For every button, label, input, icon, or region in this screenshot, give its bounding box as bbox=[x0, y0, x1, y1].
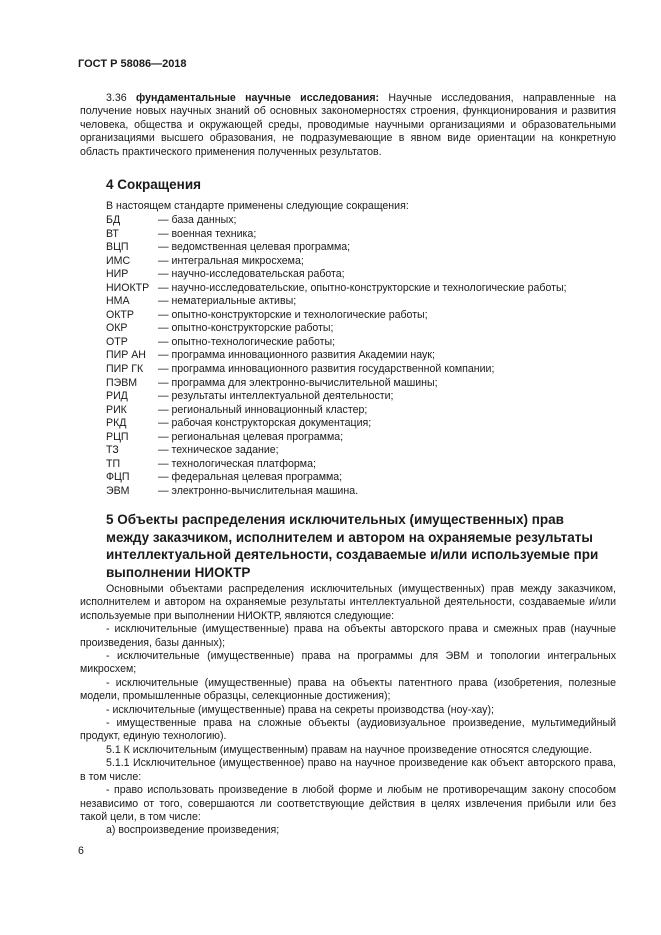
body-paragraph: - право использовать произведение в любой форме и любым не противоречащим закону способом независимо от того, совершаются ли соответствующие действия в целях извлечения прибыли или без такой цели, в том числе: bbox=[80, 784, 616, 823]
definition-paragraph bbox=[80, 92, 616, 159]
body-paragraph: 5.1 К исключительным (имущественным) правам на научное произведение относятся следующие. bbox=[106, 743, 593, 756]
definition-text: Научные исследования, направленные на получение новых научных знаний об основных закономерностях строения, функционирования и развития человека, общества и окружающей среды, проводимые научными организациями и образовательными организациями высшего образования, не подразумевающие в явном виде ориентации на конкретную область практического применения полученных результатов. bbox=[80, 92, 617, 158]
abbr-item bbox=[106, 322, 567, 336]
document-header: ГОСТ Р 58086—2018 bbox=[78, 58, 187, 70]
abbr-desc: — ведомственная целевая программа; bbox=[158, 241, 351, 254]
abbr-code: ОКР bbox=[106, 322, 128, 335]
body-paragraph: - исключительные (имущественные) права на программы для ЭВМ и топологии интегральных микросхем; bbox=[80, 650, 616, 676]
abbr-item bbox=[106, 377, 567, 391]
abbr-code: ТП bbox=[106, 457, 121, 470]
abbr-desc: — результаты интеллектуальной деятельности; bbox=[158, 390, 394, 403]
abbr-item bbox=[106, 282, 567, 296]
abbr-code: ПИР АН bbox=[106, 349, 146, 362]
abbr-item bbox=[106, 309, 567, 323]
abbr-item bbox=[106, 444, 567, 458]
abbr-desc: — рабочая конструкторская документация; bbox=[158, 417, 372, 430]
abbr-code: ВТ bbox=[106, 227, 119, 240]
abbr-desc: — техническое задание; bbox=[158, 444, 279, 457]
abbr-item bbox=[106, 349, 567, 363]
abbr-code: НМА bbox=[106, 295, 130, 308]
abbr-item bbox=[106, 485, 567, 499]
abbr-desc: — региональный инновационный кластер; bbox=[158, 403, 368, 416]
abbr-code: ЭВМ bbox=[106, 484, 130, 497]
abbr-desc: — военная техника; bbox=[158, 227, 257, 240]
abbr-item bbox=[106, 214, 567, 228]
body-paragraph: 5.1.1 Исключительное (имущественное) право на научное произведение как объект авторского права, в том числе: bbox=[80, 757, 616, 783]
abbr-desc: — интегральная микросхема; bbox=[158, 254, 304, 267]
abbr-desc: — научно-исследовательская работа; bbox=[158, 268, 345, 281]
abbr-desc: — региональная целевая программа; bbox=[158, 430, 344, 443]
abbr-code: РИД bbox=[106, 390, 128, 403]
abbr-code: НИОКТР bbox=[106, 281, 150, 294]
abbr-item bbox=[106, 295, 567, 309]
abbr-desc: — программа инновационного развития Академии наук; bbox=[158, 349, 435, 362]
body-paragraph: а) воспроизведение произведения; bbox=[106, 824, 280, 837]
body-paragraph: - исключительные (имущественные) права на объекты авторского права и смежных прав (научные произведения, базы данных); bbox=[80, 623, 616, 649]
abbr-desc: — опытно-технологические работы; bbox=[158, 335, 336, 348]
abbr-item bbox=[106, 417, 567, 431]
abbr-code: ПИР ГК bbox=[106, 363, 144, 376]
body-paragraph: - имущественные права на сложные объекты (аудиовизуальное произведение, мультимедийный продукт, единую технологию). bbox=[80, 717, 616, 743]
abbr-desc: — нематериальные активы; bbox=[158, 295, 297, 308]
abbr-item bbox=[106, 255, 567, 269]
abbr-item bbox=[106, 228, 567, 242]
abbr-item bbox=[106, 241, 567, 255]
abbr-code: ПЭВМ bbox=[106, 376, 138, 389]
abbr-item bbox=[106, 268, 567, 282]
abbr-code: ОКТР bbox=[106, 308, 134, 321]
body-paragraph: - исключительные (имущественные) права на секреты производства (ноу-хау); bbox=[106, 703, 494, 716]
abbr-code: РКД bbox=[106, 417, 127, 430]
abbr-item bbox=[106, 363, 567, 377]
abbr-desc: — опытно-конструкторские и технологические работы; bbox=[158, 308, 428, 321]
abbr-item bbox=[106, 336, 567, 350]
abbr-code: ТЗ bbox=[106, 444, 119, 457]
abbr-item bbox=[106, 458, 567, 472]
definition-term: фундаментальные научные исследования: bbox=[135, 92, 380, 104]
abbr-code: ОТР bbox=[106, 335, 128, 348]
abbr-desc: — программа инновационного развития государственной компании; bbox=[158, 363, 495, 376]
abbr-code: НИР bbox=[106, 268, 129, 281]
abbr-code: РЦП bbox=[106, 430, 129, 443]
section-5-body bbox=[80, 583, 616, 838]
abbr-desc: — технологическая платформа; bbox=[158, 457, 316, 470]
abbr-code: РИК bbox=[106, 403, 127, 416]
abbr-desc: — электронно-вычислительная машина. bbox=[158, 484, 359, 497]
abbr-desc: — научно-исследовательские, опытно-конструкторские и технологические работы; bbox=[158, 281, 567, 294]
abbr-item bbox=[106, 471, 567, 485]
body-paragraph: - исключительные (имущественные) права на объекты патентного права (изобретения, полезные модели, промышленные образцы, селекционные достижения); bbox=[80, 676, 616, 703]
abbr-desc: — федеральная целевая программа; bbox=[158, 471, 343, 484]
abbr-desc: — программа для электронно-вычислительной машины; bbox=[158, 376, 438, 389]
abbr-code: ИМС bbox=[106, 254, 131, 267]
abbr-desc: — база данных; bbox=[158, 214, 237, 226]
abbreviations-list bbox=[106, 214, 567, 498]
abbr-item bbox=[106, 390, 567, 404]
definition-number: 3.36 bbox=[106, 92, 136, 104]
definition-3-36 bbox=[80, 92, 616, 159]
abbr-code: ВЦП bbox=[106, 241, 129, 254]
abbr-code: БД bbox=[106, 214, 121, 226]
abbr-item bbox=[106, 404, 567, 418]
section-5-title: 5 Объекты распределения исключительных (имущественных) прав между заказчиком, исполнителем и автором на охраняемые результаты интеллектуальной деятельности, создаваемые и/или используемые при выполнении НИОКТР bbox=[106, 512, 599, 580]
page-number: 6 bbox=[78, 845, 84, 857]
abbr-item bbox=[106, 431, 567, 445]
abbr-code: ФЦП bbox=[106, 471, 130, 484]
abbreviations-intro-line: В настоящем стандарте применены следующие сокращения: bbox=[106, 200, 409, 212]
section-4-title: 4 Сокращения bbox=[106, 177, 201, 192]
body-paragraph: Основными объектами распределения исключительных (имущественных) прав между заказчиком, исполнителем и автором на охраняемые результаты интеллектуальной деятельности, создаваемые и/или используемые при выполнении НИОКТР, являются следующие: bbox=[80, 583, 616, 622]
abbr-desc: — опытно-конструкторские работы; bbox=[158, 322, 334, 335]
